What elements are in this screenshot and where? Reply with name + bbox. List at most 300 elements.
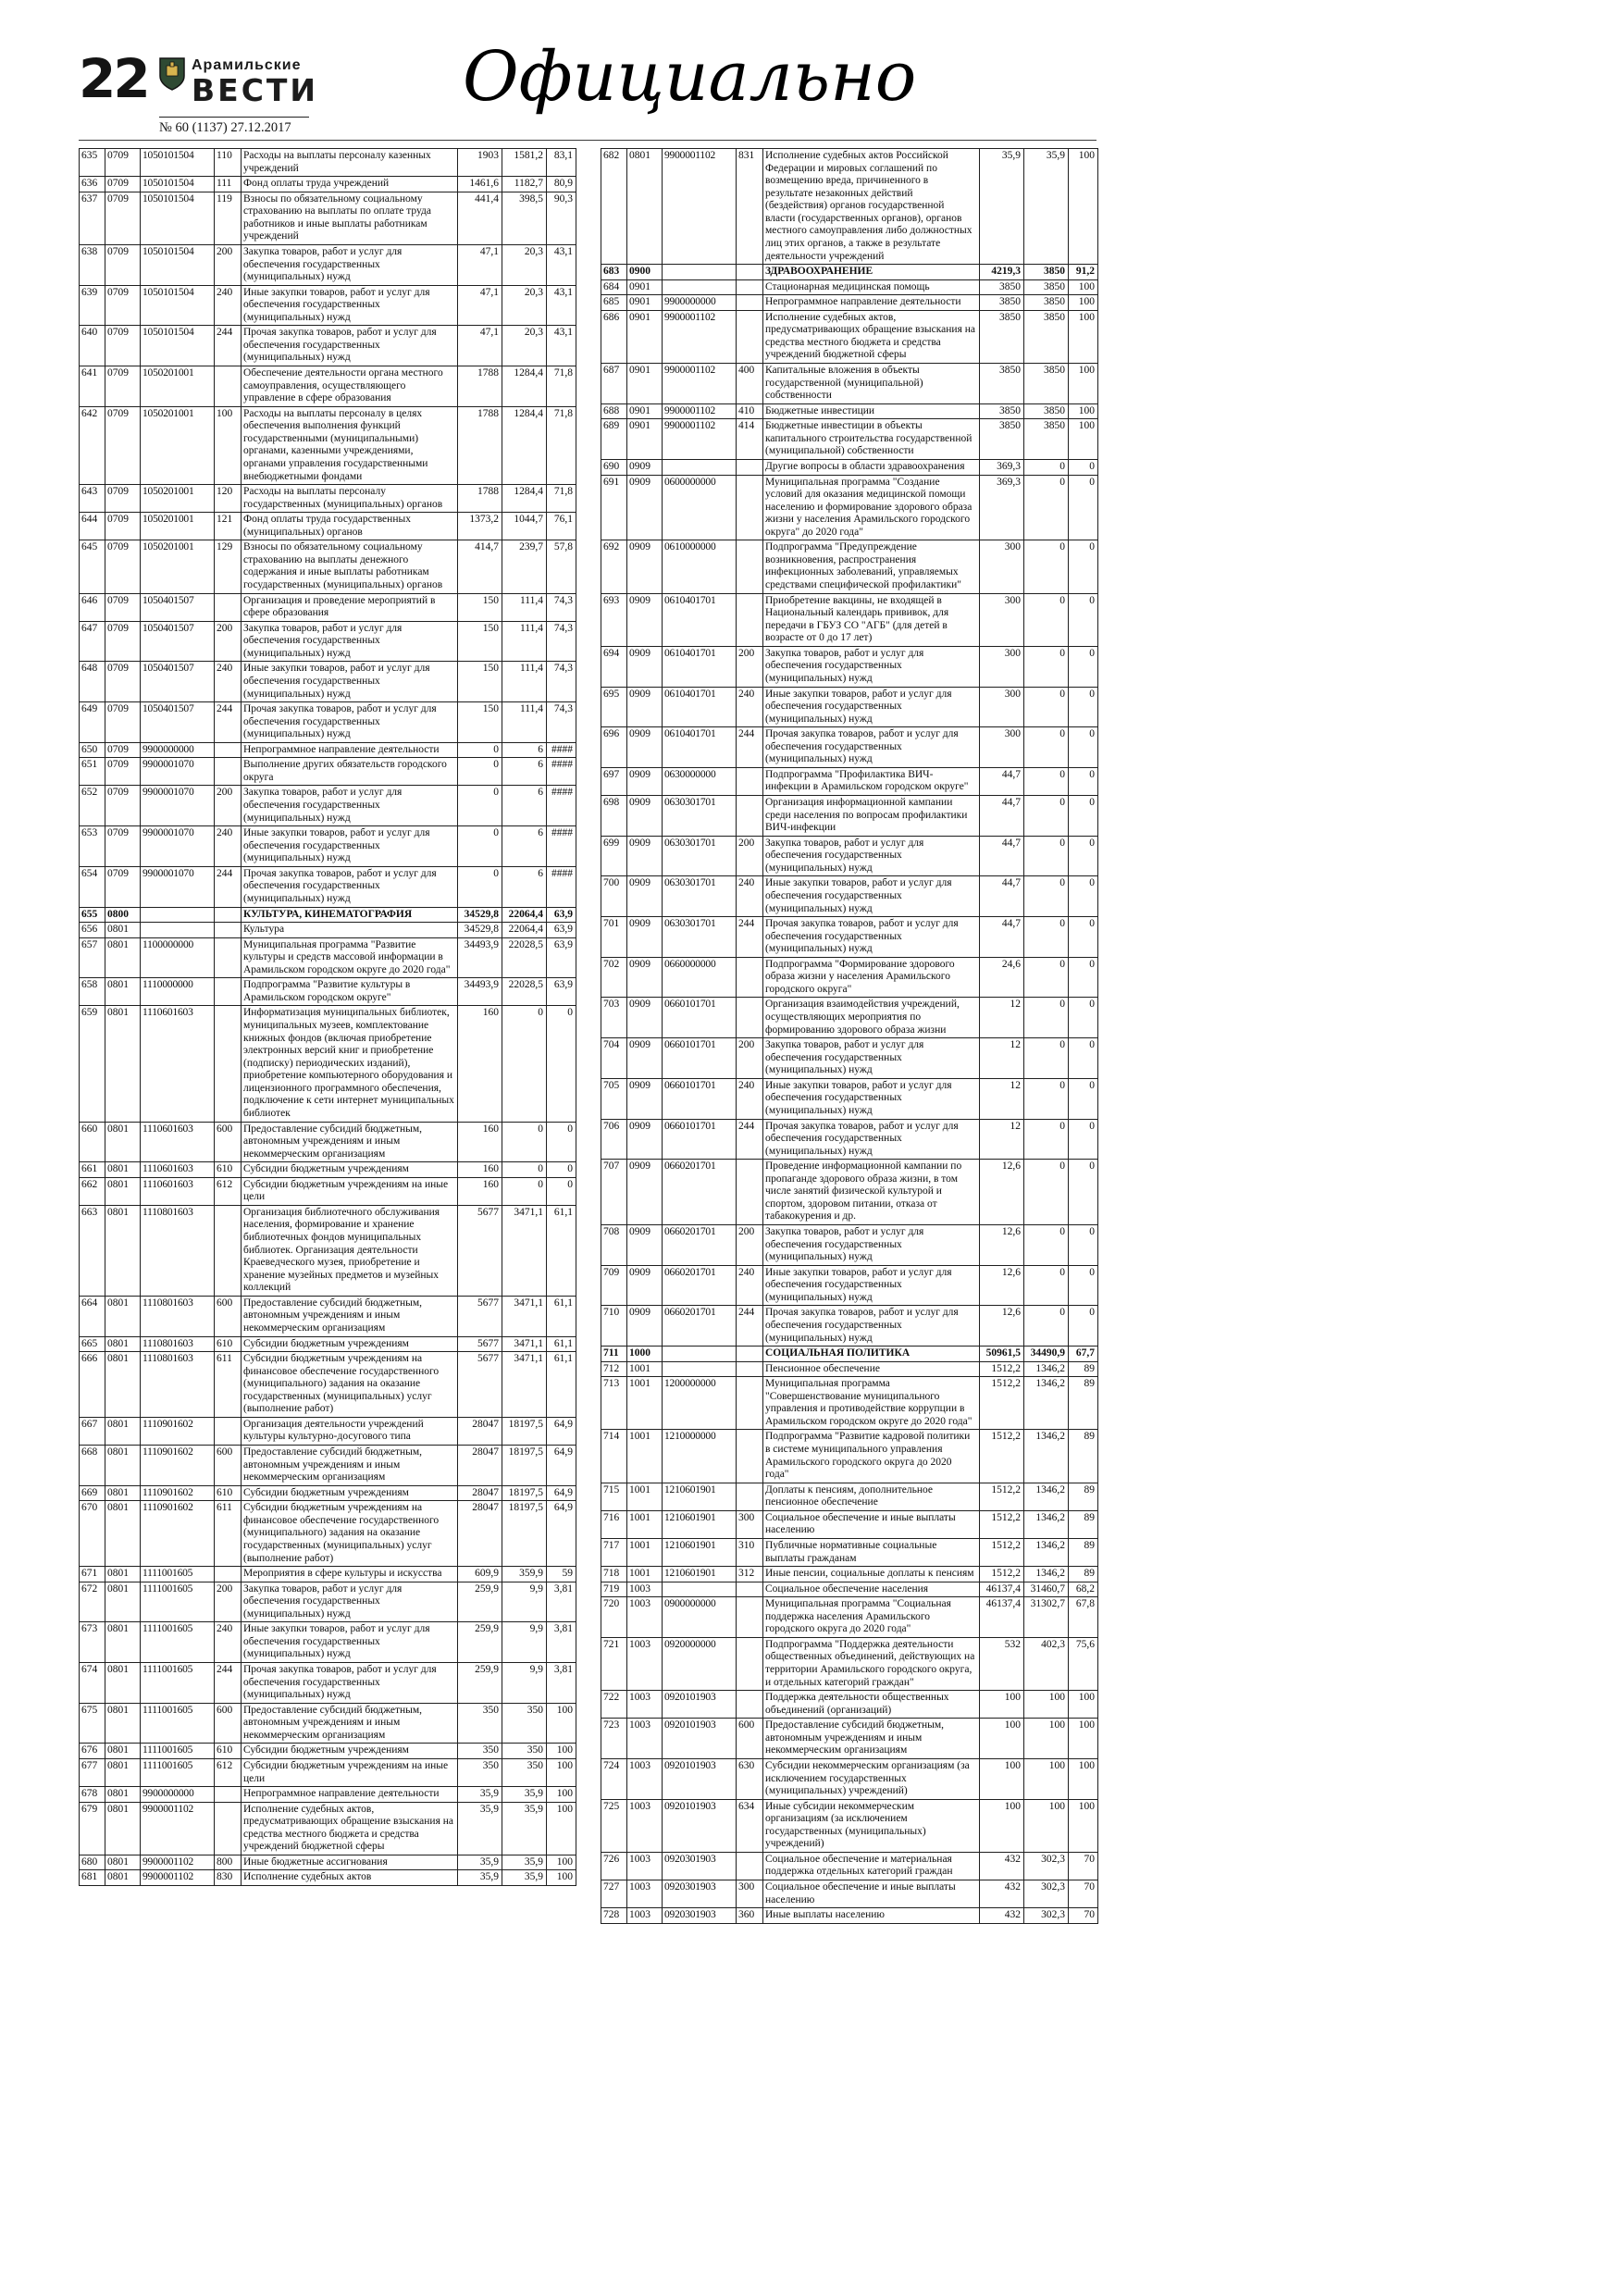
percent-value: 100 — [1069, 149, 1098, 265]
table-row — [80, 540, 576, 593]
brand-text — [192, 57, 319, 108]
percent-value: 70 — [1069, 1908, 1098, 1924]
csr-code: 0660201701 — [663, 1160, 737, 1225]
executed-value: 0 — [1024, 876, 1069, 917]
csr-code: 0660101701 — [663, 1119, 737, 1160]
row-number: 652 — [80, 786, 105, 826]
rzpr-code: 0801 — [105, 1296, 141, 1336]
executed-value: 350 — [502, 1703, 547, 1744]
rzpr-code: 1001 — [627, 1567, 663, 1582]
expense-name: Другие вопросы в области здравоохранения — [763, 459, 980, 475]
percent-value: 70 — [1069, 1880, 1098, 1908]
expense-name: Социальное обеспечение и иные выплаты населению — [763, 1510, 980, 1538]
vr-code — [737, 1483, 763, 1510]
approved-value: 3850 — [980, 364, 1024, 404]
approved-value: 1512,2 — [980, 1510, 1024, 1538]
rzpr-code: 1003 — [627, 1852, 663, 1880]
csr-code: 9900000000 — [141, 1787, 215, 1803]
executed-value: 0 — [502, 1006, 547, 1122]
csr-code — [663, 279, 737, 295]
approved-value: 35,9 — [458, 1802, 502, 1855]
percent-value: 3,81 — [547, 1663, 576, 1704]
vr-code — [215, 593, 242, 621]
percent-value: 75,6 — [1069, 1637, 1098, 1690]
expense-name: Подпрограмма "Предупреждение возникновения, распространения инфекционных заболеваний, управляемых средствами специфической профилактики" — [763, 540, 980, 593]
percent-value: 43,1 — [547, 326, 576, 366]
percent-value: 100 — [1069, 403, 1098, 419]
approved-value: 34529,8 — [458, 923, 502, 938]
issue-info: № 60 (1137) 27.12.2017 — [159, 120, 291, 135]
vr-code: 244 — [215, 866, 242, 907]
approved-value: 3850 — [980, 310, 1024, 363]
approved-value: 100 — [980, 1719, 1024, 1759]
executed-value: 0 — [1024, 687, 1069, 727]
rzpr-code: 1003 — [627, 1799, 663, 1852]
vr-code: 200 — [737, 1038, 763, 1079]
rzpr-code: 0909 — [627, 459, 663, 475]
vr-code: 600 — [215, 1122, 242, 1162]
row-number: 711 — [601, 1347, 627, 1362]
percent-value: 100 — [1069, 279, 1098, 295]
csr-code: 0920301903 — [663, 1852, 737, 1880]
rzpr-code: 0909 — [627, 957, 663, 998]
approved-value: 44,7 — [980, 767, 1024, 795]
csr-code: 1111001605 — [141, 1758, 215, 1786]
table-row — [80, 1582, 576, 1622]
vr-code — [737, 279, 763, 295]
row-number: 648 — [80, 662, 105, 702]
expense-name: Организация взаимодействия учреждений, осуществляющих мероприятия по формированию здорового образа жизни — [763, 998, 980, 1038]
executed-value: 359,9 — [502, 1567, 547, 1582]
vr-code — [737, 1597, 763, 1638]
approved-value: 4219,3 — [980, 265, 1024, 280]
row-number: 700 — [601, 876, 627, 917]
table-row — [601, 1225, 1098, 1266]
approved-value: 12,6 — [980, 1225, 1024, 1266]
expense-name: Закупка товаров, работ и услуг для обеспечения государственных (муниципальных) нужд — [763, 1225, 980, 1266]
csr-code: 1110601603 — [141, 1162, 215, 1178]
percent-value: 83,1 — [547, 149, 576, 177]
expense-name: Закупка товаров, работ и услуг для обеспечения государственных (муниципальных) нужд — [242, 786, 458, 826]
executed-value: 0 — [1024, 540, 1069, 593]
vr-code: 630 — [737, 1758, 763, 1799]
row-number: 701 — [601, 917, 627, 958]
table-row — [80, 1663, 576, 1704]
vr-code — [737, 1361, 763, 1377]
row-number: 637 — [80, 192, 105, 244]
vr-code — [215, 758, 242, 786]
expense-name: Обеспечение деятельности органа местного самоуправления, осуществляющего управление в сфере образования — [242, 366, 458, 407]
percent-value: 0 — [1069, 540, 1098, 593]
percent-value: 91,2 — [1069, 265, 1098, 280]
executed-value: 302,3 — [1024, 1908, 1069, 1924]
vr-code: 120 — [215, 485, 242, 513]
rzpr-code: 0801 — [105, 1663, 141, 1704]
row-number: 646 — [80, 593, 105, 621]
rzpr-code: 0709 — [105, 621, 141, 662]
executed-value: 0 — [1024, 459, 1069, 475]
vr-code — [215, 1802, 242, 1855]
approved-value: 12,6 — [980, 1160, 1024, 1225]
executed-value: 35,9 — [502, 1787, 547, 1803]
percent-value: 63,9 — [547, 937, 576, 978]
vr-code: 831 — [737, 149, 763, 265]
percent-value: 0 — [1069, 727, 1098, 768]
vr-code — [737, 310, 763, 363]
vr-code: 244 — [215, 1663, 242, 1704]
row-number: 656 — [80, 923, 105, 938]
expense-name: Взносы по обязательному социальному страхованию на выплаты по оплате труда работников и иные выплаты работникам учреждений — [242, 192, 458, 244]
executed-value: 6 — [502, 742, 547, 758]
executed-value: 3850 — [1024, 403, 1069, 419]
row-number: 726 — [601, 1852, 627, 1880]
percent-value: 89 — [1069, 1483, 1098, 1510]
executed-value: 0 — [1024, 1078, 1069, 1119]
row-number: 712 — [601, 1361, 627, 1377]
percent-value: 61,1 — [547, 1296, 576, 1336]
executed-value: 6 — [502, 826, 547, 867]
executed-value: 3850 — [1024, 265, 1069, 280]
expense-name: Субсидии бюджетным учреждениям на иные цели — [242, 1177, 458, 1205]
vr-code — [737, 1582, 763, 1597]
csr-code: 0920101903 — [663, 1719, 737, 1759]
csr-code: 1050101504 — [141, 326, 215, 366]
percent-value: 100 — [1069, 1691, 1098, 1719]
executed-value: 0 — [1024, 998, 1069, 1038]
expense-name: Иные закупки товаров, работ и услуг для обеспечения государственных (муниципальных) нужд — [242, 662, 458, 702]
rzpr-code: 0801 — [627, 149, 663, 265]
expense-name: Непрограммное направление деятельности — [242, 742, 458, 758]
approved-value: 1512,2 — [980, 1538, 1024, 1566]
percent-value: 3,81 — [547, 1622, 576, 1663]
csr-code: 1100000000 — [141, 937, 215, 978]
row-number: 720 — [601, 1597, 627, 1638]
approved-value: 100 — [980, 1691, 1024, 1719]
row-number: 679 — [80, 1802, 105, 1855]
table-row — [80, 1870, 576, 1886]
vr-code — [737, 998, 763, 1038]
percent-value: 100 — [1069, 364, 1098, 404]
table-row — [601, 998, 1098, 1038]
rzpr-code: 0709 — [105, 244, 141, 285]
expense-name: Закупка товаров, работ и услуг для обеспечения государственных (муниципальных) нужд — [763, 836, 980, 876]
table-row — [80, 1485, 576, 1501]
approved-value: 300 — [980, 727, 1024, 768]
executed-value: 100 — [1024, 1719, 1069, 1759]
row-number: 717 — [601, 1538, 627, 1566]
row-number: 682 — [601, 149, 627, 265]
executed-value: 111,4 — [502, 662, 547, 702]
percent-value: 89 — [1069, 1361, 1098, 1377]
approved-value: 350 — [458, 1703, 502, 1744]
vr-code: 414 — [737, 419, 763, 460]
page-number: 22 — [79, 47, 148, 110]
csr-code: 1050101504 — [141, 177, 215, 192]
table-row — [80, 662, 576, 702]
header-divider — [79, 140, 1096, 141]
table-row — [601, 1306, 1098, 1347]
percent-value: #### — [547, 786, 576, 826]
executed-value: 0 — [1024, 593, 1069, 646]
vr-code: 244 — [215, 702, 242, 743]
approved-value: 369,3 — [980, 475, 1024, 540]
expense-name: Предоставление субсидий бюджетным, автономным учреждениям и иным некоммерческим организациям — [242, 1122, 458, 1162]
executed-value: 3850 — [1024, 295, 1069, 311]
vr-code: 240 — [215, 826, 242, 867]
expense-name: Непрограммное направление деятельности — [763, 295, 980, 311]
expense-name: Проведение информационной кампании по пропаганде здорового образа жизни, в том числе занятий физической культурой и спортом, здоровом питании, отказа от табакокурения и др. — [763, 1160, 980, 1225]
row-number: 702 — [601, 957, 627, 998]
csr-code: 9900001102 — [663, 403, 737, 419]
csr-code: 9900001102 — [663, 310, 737, 363]
row-number: 672 — [80, 1582, 105, 1622]
expense-name: Иные бюджетные ассигнования — [242, 1855, 458, 1870]
executed-value: 302,3 — [1024, 1852, 1069, 1880]
vr-code — [215, 1006, 242, 1122]
rzpr-code: 1001 — [627, 1483, 663, 1510]
csr-code: 1050101504 — [141, 192, 215, 244]
table-row — [601, 687, 1098, 727]
approved-value: 150 — [458, 702, 502, 743]
executed-value: 0 — [1024, 836, 1069, 876]
expense-name: Прочая закупка товаров, работ и услуг для обеспечения государственных (муниципальных) нужд — [763, 1119, 980, 1160]
percent-value: 0 — [1069, 1038, 1098, 1079]
percent-value: 68,2 — [1069, 1582, 1098, 1597]
rzpr-code: 0801 — [105, 1567, 141, 1582]
vr-code: 110 — [215, 149, 242, 177]
row-number: 698 — [601, 796, 627, 837]
table-row — [601, 1430, 1098, 1483]
expense-name: Прочая закупка товаров, работ и услуг для обеспечения государственных (муниципальных) нужд — [763, 1306, 980, 1347]
percent-value: 57,8 — [547, 540, 576, 593]
approved-value: 259,9 — [458, 1622, 502, 1663]
row-number: 686 — [601, 310, 627, 363]
percent-value: 90,3 — [547, 192, 576, 244]
rzpr-code: 0801 — [105, 1787, 141, 1803]
expense-name: Предоставление субсидий бюджетным, автономным учреждениям и иным некоммерческим организациям — [242, 1703, 458, 1744]
expense-name: Субсидии бюджетным учреждениям — [242, 1744, 458, 1759]
vr-code: 129 — [215, 540, 242, 593]
rzpr-code: 0909 — [627, 1078, 663, 1119]
percent-value: #### — [547, 826, 576, 867]
brand-name-bottom: ВЕСТИ — [192, 72, 319, 108]
vr-code: 240 — [737, 1265, 763, 1306]
row-number: 694 — [601, 646, 627, 687]
row-number: 727 — [601, 1880, 627, 1908]
table-row — [601, 540, 1098, 593]
executed-value: 0 — [1024, 1265, 1069, 1306]
row-number: 725 — [601, 1799, 627, 1852]
row-number: 641 — [80, 366, 105, 407]
vr-code: 830 — [215, 1870, 242, 1886]
rzpr-code: 0909 — [627, 1225, 663, 1266]
vr-code: 244 — [737, 1306, 763, 1347]
row-number: 707 — [601, 1160, 627, 1225]
expense-name: Иные закупки товаров, работ и услуг для обеспечения государственных (муниципальных) нужд — [242, 285, 458, 326]
row-number: 673 — [80, 1622, 105, 1663]
vr-code: 300 — [737, 1880, 763, 1908]
approved-value: 3850 — [980, 279, 1024, 295]
csr-code: 1200000000 — [663, 1377, 737, 1430]
table-row — [80, 1787, 576, 1803]
percent-value: 100 — [547, 1870, 576, 1886]
row-number: 636 — [80, 177, 105, 192]
executed-value: 100 — [1024, 1691, 1069, 1719]
executed-value: 20,3 — [502, 244, 547, 285]
approved-value: 350 — [458, 1758, 502, 1786]
row-number: 713 — [601, 1377, 627, 1430]
table-row — [601, 646, 1098, 687]
executed-value: 9,9 — [502, 1622, 547, 1663]
approved-value: 12 — [980, 998, 1024, 1038]
row-number: 688 — [601, 403, 627, 419]
csr-code: 1050401507 — [141, 662, 215, 702]
executed-value: 1182,7 — [502, 177, 547, 192]
row-number: 667 — [80, 1417, 105, 1445]
table-row — [80, 786, 576, 826]
percent-value: 100 — [547, 1855, 576, 1870]
rzpr-code: 0909 — [627, 593, 663, 646]
table-row — [80, 1703, 576, 1744]
expense-name: Субсидии бюджетным учреждениям на финансовое обеспечение государственного (муниципального) задания на оказание государственных (муниципальных) услуг (выполнение работ) — [242, 1501, 458, 1567]
executed-value: 0 — [1024, 727, 1069, 768]
rzpr-code: 0909 — [627, 475, 663, 540]
percent-value: 80,9 — [547, 177, 576, 192]
rzpr-code: 1001 — [627, 1361, 663, 1377]
percent-value: 74,3 — [547, 593, 576, 621]
percent-value: 76,1 — [547, 513, 576, 540]
csr-code: 1050201001 — [141, 366, 215, 407]
percent-value: 0 — [1069, 475, 1098, 540]
approved-value: 46137,4 — [980, 1582, 1024, 1597]
approved-value: 432 — [980, 1880, 1024, 1908]
row-number: 663 — [80, 1205, 105, 1296]
row-number: 709 — [601, 1265, 627, 1306]
percent-value: 0 — [1069, 1225, 1098, 1266]
row-number: 721 — [601, 1637, 627, 1690]
expense-name: Фонд оплаты труда учреждений — [242, 177, 458, 192]
csr-code: 0920301903 — [663, 1908, 737, 1924]
percent-value: 100 — [1069, 295, 1098, 311]
rzpr-code: 1003 — [627, 1637, 663, 1690]
executed-value: 350 — [502, 1744, 547, 1759]
vr-code: 240 — [737, 876, 763, 917]
row-number: 655 — [80, 907, 105, 923]
approved-value: 1512,2 — [980, 1483, 1024, 1510]
approved-value: 5677 — [458, 1205, 502, 1296]
table-row — [80, 1336, 576, 1352]
table-row — [80, 866, 576, 907]
csr-code: 1110801603 — [141, 1296, 215, 1336]
expense-name: Иные закупки товаров, работ и услуг для обеспечения государственных (муниципальных) нужд — [763, 876, 980, 917]
rzpr-code: 0909 — [627, 836, 663, 876]
row-number: 635 — [80, 149, 105, 177]
vr-code — [215, 366, 242, 407]
expense-name: Субсидии бюджетным учреждениям — [242, 1336, 458, 1352]
executed-value: 402,3 — [1024, 1637, 1069, 1690]
percent-value: 74,3 — [547, 621, 576, 662]
approved-value: 369,3 — [980, 459, 1024, 475]
table-row — [80, 1205, 576, 1296]
rzpr-code: 0709 — [105, 326, 141, 366]
percent-value: 0 — [547, 1162, 576, 1178]
expense-name: Мероприятия в сфере культуры и искусства — [242, 1567, 458, 1582]
percent-value: 64,9 — [547, 1501, 576, 1567]
csr-code — [663, 459, 737, 475]
percent-value: 0 — [547, 1177, 576, 1205]
csr-code — [141, 923, 215, 938]
expense-name: Закупка товаров, работ и услуг для обеспечения государственных (муниципальных) нужд — [242, 621, 458, 662]
expense-name: Закупка товаров, работ и услуг для обеспечения государственных (муниципальных) нужд — [763, 646, 980, 687]
expense-name: Социальное обеспечение и иные выплаты населению — [763, 1880, 980, 1908]
row-number: 724 — [601, 1758, 627, 1799]
table-row — [80, 1802, 576, 1855]
csr-code: 1110601603 — [141, 1177, 215, 1205]
row-number: 653 — [80, 826, 105, 867]
rzpr-code: 0801 — [105, 1855, 141, 1870]
vr-code: 800 — [215, 1855, 242, 1870]
csr-code: 1210601901 — [663, 1510, 737, 1538]
percent-value: 61,1 — [547, 1205, 576, 1296]
table-row — [601, 593, 1098, 646]
percent-value: 89 — [1069, 1538, 1098, 1566]
expense-name: Капитальные вложения в объекты государственной (муниципальной) собственности — [763, 364, 980, 404]
approved-value: 3850 — [980, 295, 1024, 311]
approved-value: 1788 — [458, 485, 502, 513]
rzpr-code: 0801 — [105, 937, 141, 978]
percent-value: 0 — [547, 1122, 576, 1162]
percent-value: 71,8 — [547, 366, 576, 407]
csr-code: 1111001605 — [141, 1703, 215, 1744]
executed-value: 3471,1 — [502, 1296, 547, 1336]
approved-value: 28047 — [458, 1417, 502, 1445]
approved-value: 1512,2 — [980, 1377, 1024, 1430]
table-row — [80, 244, 576, 285]
executed-value: 18197,5 — [502, 1417, 547, 1445]
vr-code: 312 — [737, 1567, 763, 1582]
row-number: 642 — [80, 406, 105, 484]
approved-value: 44,7 — [980, 796, 1024, 837]
rzpr-code: 0709 — [105, 662, 141, 702]
rzpr-code: 0709 — [105, 485, 141, 513]
vr-code: 200 — [215, 244, 242, 285]
csr-code: 9900001102 — [141, 1870, 215, 1886]
table-row — [80, 702, 576, 743]
rzpr-code: 0709 — [105, 285, 141, 326]
table-row — [80, 1758, 576, 1786]
rzpr-code: 0801 — [105, 1352, 141, 1418]
vr-code: 600 — [215, 1703, 242, 1744]
vr-code — [737, 957, 763, 998]
percent-value: 100 — [1069, 419, 1098, 460]
approved-value: 0 — [458, 742, 502, 758]
rzpr-code: 0709 — [105, 593, 141, 621]
approved-value: 44,7 — [980, 917, 1024, 958]
expense-name: СОЦИАЛЬНАЯ ПОЛИТИКА — [763, 1347, 980, 1362]
rzpr-code: 0800 — [105, 907, 141, 923]
expense-name: Муниципальная программа "Совершенствование муниципального управления и противодействие коррупции в Арамильском городском округе до 2020 года" — [763, 1377, 980, 1430]
table-row — [601, 279, 1098, 295]
table-row — [601, 1078, 1098, 1119]
vr-code — [215, 1205, 242, 1296]
approved-value: 12 — [980, 1038, 1024, 1079]
csr-code: 1110000000 — [141, 978, 215, 1006]
csr-code: 1110801603 — [141, 1336, 215, 1352]
rzpr-code: 1001 — [627, 1538, 663, 1566]
csr-code: 0920301903 — [663, 1880, 737, 1908]
csr-code: 1050201001 — [141, 513, 215, 540]
expense-name: Расходы на выплаты персоналу казенных учреждений — [242, 149, 458, 177]
